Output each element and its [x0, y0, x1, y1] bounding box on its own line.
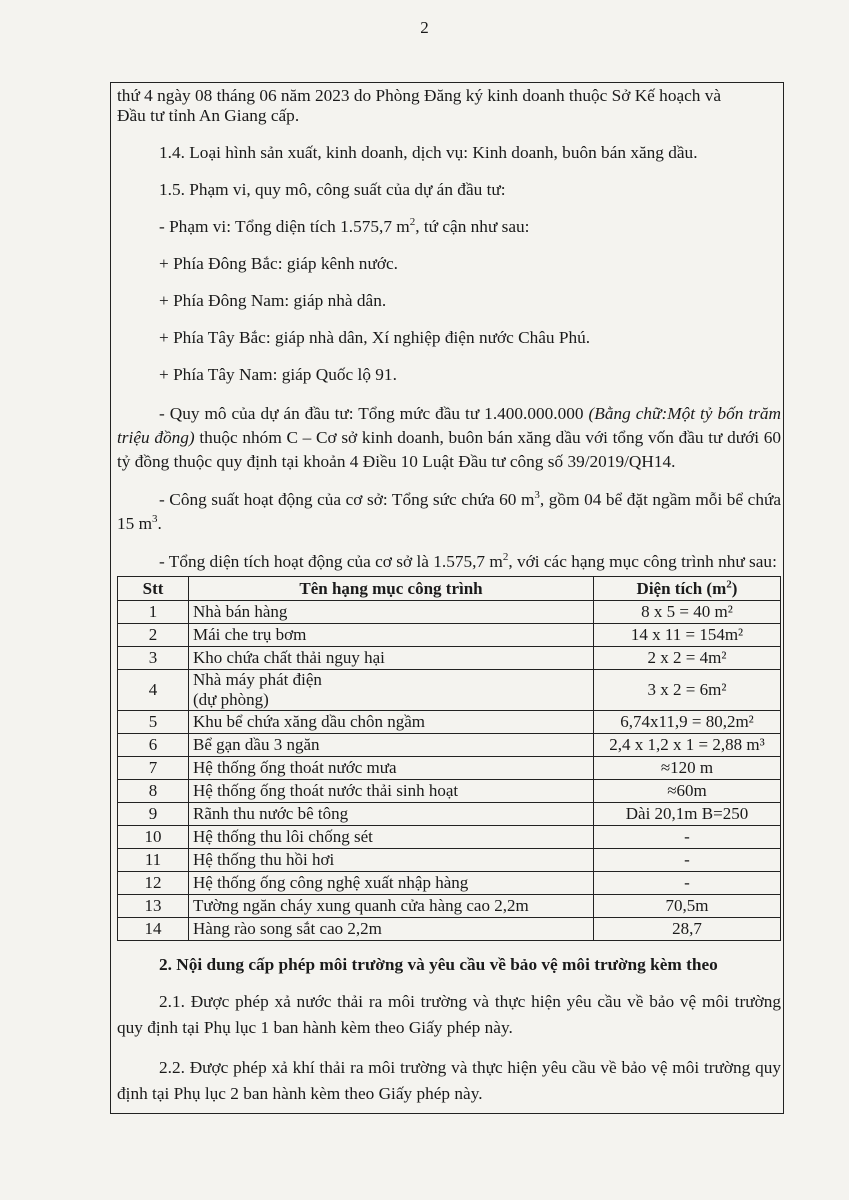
cell-area: 2 x 2 = 4m²: [594, 647, 781, 670]
paragraph-2-2: 2.2. Được phép xả khí thải ra môi trường và thực hiện yêu cầu về bảo vệ môi trường quy định tại Phụ lục 2 ban hành kèm theo Giấy phép này.: [117, 1058, 781, 1103]
superscript: 3: [152, 513, 158, 526]
table-row: [118, 895, 781, 918]
text-line: Nhà máy phát điện: [193, 670, 322, 689]
table-row: [118, 803, 781, 826]
paragraph-1-4: 1.4. Loại hình sản xuất, kinh doanh, dịch vụ: Kinh doanh, buôn bán xăng dầu.: [159, 143, 698, 162]
text-span: .: [157, 514, 162, 533]
table-row: [118, 734, 781, 757]
text-span: , gồm 04 bể đặt ngầm mỗi bể chứa 15 m: [117, 490, 782, 533]
paragraph-tay-bac: + Phía Tây Bắc: giáp nhà dân, Xí nghiệp điện nước Châu Phú.: [159, 328, 591, 347]
header-name: Tên hạng mục công trình: [189, 577, 594, 601]
text-span: - Công suất hoạt động của cơ sở: Tổng sức chứa 60 m: [159, 490, 535, 509]
cell-area: 28,7: [594, 918, 781, 941]
paragraph-1-5: 1.5. Phạm vi, quy mô, công suất của dự án đầu tư:: [159, 180, 506, 199]
cell-area: ≈60m: [594, 780, 781, 803]
cell-name: Nhà bán hàng: [189, 601, 594, 624]
table-row: [118, 711, 781, 734]
superscript: 2: [502, 551, 509, 564]
cell-name: Tường ngăn cháy xung quanh cửa hàng cao 2,2m: [189, 895, 594, 918]
cell-name: Bể gạn dầu 3 ngăn: [189, 734, 594, 757]
cell-name: Hàng rào song sắt cao 2,2m: [189, 918, 594, 941]
cell-name: Hệ thống ống công nghệ xuất nhập hàng: [189, 872, 594, 895]
cell-stt: 5: [118, 711, 189, 734]
table-row: [118, 826, 781, 849]
cell-stt: 9: [118, 803, 189, 826]
cell-area: ≈120 m: [594, 757, 781, 780]
cell-area: -: [594, 872, 781, 895]
cell-area: 6,74x11,9 = 80,2m²: [594, 711, 781, 734]
paragraph-cong-suat: [117, 488, 781, 536]
superscript: 3: [534, 489, 540, 502]
superscript: 2: [726, 577, 732, 590]
table-row: [118, 780, 781, 803]
paragraph-2-1: 2.1. Được phép xả nước thải ra môi trường và thực hiện yêu cầu về bảo vệ môi trường quy định tại Phụ lục 1 ban hành kèm theo Giấy phép này.: [117, 992, 781, 1037]
paragraph-dong-bac: + Phía Đông Bắc: giáp kênh nước.: [159, 254, 398, 273]
cell-area: 8 x 5 = 40 m²: [594, 601, 781, 624]
paragraph-tay-nam: + Phía Tây Nam: giáp Quốc lộ 91.: [159, 365, 397, 384]
text-span: - Phạm vi: Tổng diện tích 1.575,7 m: [159, 217, 410, 236]
table-row: [118, 757, 781, 780]
table-row: [118, 872, 781, 895]
header-stt: Stt: [118, 577, 189, 601]
text-line: (dự phòng): [193, 690, 269, 709]
table-header-row: [118, 577, 781, 601]
cell-stt: 3: [118, 647, 189, 670]
cell-stt: 12: [118, 872, 189, 895]
text-line: thứ 4 ngày 08 tháng 06 năm 2023 do Phòng Đăng ký kinh doanh thuộc Sở Kế hoạch và: [117, 86, 722, 105]
paragraph-tong-dien-tich: [117, 550, 781, 574]
cell-name: Hệ thống ống thoát nước thải sinh hoạt: [189, 780, 594, 803]
cell-area: Dài 20,1m B=250: [594, 803, 781, 826]
cell-name: Kho chứa chất thải nguy hại: [189, 647, 594, 670]
cell-name: Hệ thống thu lôi chống sét: [189, 826, 594, 849]
cell-name: [189, 670, 594, 711]
text-line: Đầu tư tỉnh An Giang cấp.: [117, 106, 300, 125]
table-row: [118, 670, 781, 711]
cell-area: -: [594, 826, 781, 849]
cell-stt: 2: [118, 624, 189, 647]
cell-stt: 1: [118, 601, 189, 624]
cell-stt: 4: [118, 670, 189, 711]
text-span: - Quy mô của dự án đầu tư: Tổng mức đầu tư 1.400.000.000: [159, 404, 589, 423]
table-row: [118, 624, 781, 647]
cell-name: Hệ thống ống thoát nước mưa: [189, 757, 594, 780]
cell-area: 2,4 x 1,2 x 1 = 2,88 m³: [594, 734, 781, 757]
text-span: Diện tích (m: [636, 578, 727, 598]
cell-stt: 11: [118, 849, 189, 872]
cell-name: Khu bể chứa xăng dầu chôn ngầm: [189, 711, 594, 734]
cell-name: Rãnh thu nước bê tông: [189, 803, 594, 826]
document-body: [117, 86, 781, 1107]
cell-stt: 10: [118, 826, 189, 849]
page-number: 2: [420, 18, 429, 37]
work-items-table: [117, 576, 781, 941]
header-area: [594, 577, 781, 601]
italic-text: (Bằng chữ:Một tỷ bốn trăm triệu đồng): [117, 404, 781, 447]
text-span: , tứ cận như sau:: [415, 217, 530, 236]
text-span: , với các hạng mục công trình như sau:: [508, 552, 777, 571]
cell-area: 14 x 11 = 154m²: [594, 624, 781, 647]
text-span: thuộc nhóm C – Cơ sở kinh doanh, buôn bán xăng dầu với tổng vốn đầu tư dưới 60 tỷ đồng thuộc quy định tại khoản 4 Điều 10 Luật Đầu tư công số 39/2019/QH14.: [117, 428, 781, 471]
table-row: [118, 647, 781, 670]
text-span: ): [731, 578, 738, 598]
cell-name: Mái che trụ bơm: [189, 624, 594, 647]
paragraph-pham-vi: [117, 217, 781, 237]
cell-stt: 7: [118, 757, 189, 780]
cell-stt: 6: [118, 734, 189, 757]
cell-stt: 14: [118, 918, 189, 941]
cell-stt: 13: [118, 895, 189, 918]
cell-stt: 8: [118, 780, 189, 803]
cell-area: -: [594, 849, 781, 872]
section-2-heading: 2. Nội dung cấp phép môi trường và yêu cầu về bảo vệ môi trường kèm theo: [159, 955, 718, 974]
table-row: [118, 849, 781, 872]
paragraph-quy-mo: [117, 402, 781, 474]
cell-name: Hệ thống thu hồi hơi: [189, 849, 594, 872]
text-span: - Tổng diện tích hoạt động của cơ sở là 1.575,7 m: [159, 552, 503, 571]
superscript: 2: [409, 216, 416, 229]
cell-area: 70,5m: [594, 895, 781, 918]
cell-area: 3 x 2 = 6m²: [594, 670, 781, 711]
table-row: [118, 601, 781, 624]
paragraph-dong-nam: + Phía Đông Nam: giáp nhà dân.: [159, 291, 387, 310]
table-row: [118, 918, 781, 941]
